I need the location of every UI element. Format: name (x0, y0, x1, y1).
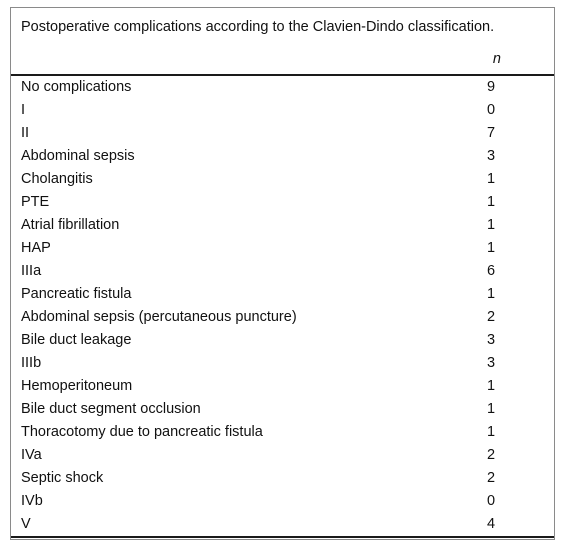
row-label: Cholangitis (21, 171, 93, 187)
row-value-cell (484, 398, 554, 421)
row-value-n: 1 (486, 171, 496, 187)
row-value-n: 0 (486, 102, 496, 118)
row-value-cell (484, 76, 554, 99)
table-row (11, 260, 554, 283)
row-label: IIIb (21, 355, 42, 371)
row-label: Bile duct segment occlusion (21, 401, 201, 417)
row-value-n: 3 (486, 332, 496, 348)
table-body (11, 76, 554, 537)
row-value-cell (484, 214, 554, 237)
row-value-n: 3 (486, 355, 496, 371)
row-value-n: 0 (486, 493, 496, 509)
table-row (11, 467, 554, 490)
row-value-cell (484, 260, 554, 283)
row-label: I (21, 102, 26, 118)
row-value-n: 2 (486, 470, 496, 486)
row-value-cell (484, 191, 554, 214)
row-value-cell (484, 490, 554, 513)
table-row (11, 214, 554, 237)
table-row (11, 99, 554, 122)
row-value-cell (484, 237, 554, 260)
row-label: Abdominal sepsis (21, 148, 135, 164)
row-value-cell (484, 99, 554, 122)
row-label: V (11, 513, 484, 537)
row-value-n: 7 (486, 125, 496, 141)
row-value-n: 4 (486, 516, 496, 532)
table-row (11, 306, 554, 329)
table-row (11, 168, 554, 191)
table-row (11, 283, 554, 306)
row-label: IVb (21, 493, 43, 509)
table-caption: Postoperative complications according to the Clavien-Dindo classification. (21, 19, 495, 35)
table-row (11, 329, 554, 352)
row-value-n: 1 (486, 401, 496, 417)
table-row (11, 352, 554, 375)
table-row (11, 76, 554, 99)
row-value-n: 2 (486, 309, 496, 325)
row-value-cell (484, 283, 554, 306)
row-label: Atrial fibrillation (21, 217, 120, 233)
row-value-cell (484, 145, 554, 168)
row-value-cell (484, 168, 554, 191)
table-row (11, 513, 554, 537)
table-row (11, 444, 554, 467)
row-label: Abdominal sepsis (percutaneous puncture) (21, 309, 297, 325)
table-row (11, 191, 554, 214)
table-row (11, 398, 554, 421)
row-value-cell (484, 513, 554, 537)
row-value-n: 6 (486, 263, 496, 279)
row-value-n: 1 (486, 194, 496, 210)
row-label: II (21, 125, 30, 141)
table-row (11, 237, 554, 260)
table-row (11, 490, 554, 513)
row-label: Pancreatic fistula (21, 286, 132, 302)
column-header-n: n (492, 51, 501, 67)
row-label: Bile duct leakage (21, 332, 132, 348)
row-value-n: 9 (486, 79, 496, 95)
row-value-n: 2 (486, 447, 496, 463)
table-row (11, 375, 554, 398)
row-value-n: 1 (486, 424, 496, 440)
table-row (11, 145, 554, 168)
row-label: Septic shock (21, 470, 104, 486)
row-value-cell (484, 375, 554, 398)
table-row (11, 122, 554, 145)
row-value-n: 1 (486, 286, 496, 302)
row-label: IIIa (21, 263, 42, 279)
row-value-n: 3 (486, 148, 496, 164)
row-label: IVa (21, 447, 42, 463)
complications-table-container (10, 7, 555, 540)
row-value-cell (484, 122, 554, 145)
row-value-cell (484, 329, 554, 352)
row-label: PTE (21, 194, 50, 210)
row-value-cell (484, 306, 554, 329)
row-value-cell (484, 444, 554, 467)
row-value-n: 1 (486, 240, 496, 256)
row-label: Hemoperitoneum (21, 378, 133, 394)
row-value-cell (484, 467, 554, 490)
row-label: Thoracotomy due to pancreatic fistula (21, 424, 263, 440)
table-row (11, 421, 554, 444)
table-header-row (11, 46, 554, 76)
complications-table (11, 76, 554, 538)
row-value-cell (484, 421, 554, 444)
row-value-n: 1 (486, 217, 496, 233)
row-value-n: 1 (486, 378, 496, 394)
row-label: HAP (21, 240, 51, 256)
row-label: No complications (21, 79, 132, 95)
row-value-cell (484, 352, 554, 375)
